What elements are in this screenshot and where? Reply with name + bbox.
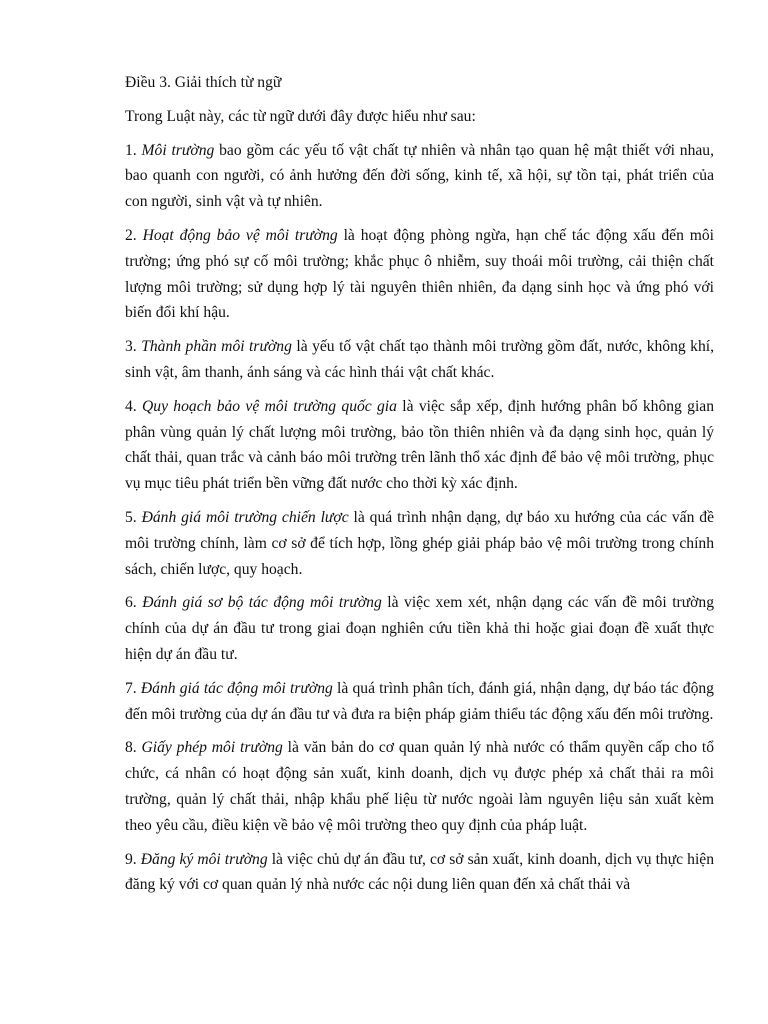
definition-text: là việc chủ dự án đầu tư, cơ sở sản xuất, kinh doanh, dịch vụ thực hiện đăng ký với cơ quan quản lý nhà nước các nội dung liên quan đến xả chất thải và: [125, 850, 714, 894]
definition-text: là yếu tố vật chất tạo thành môi trường gồm đất, nước, không khí, sinh vật, âm thanh, ánh sáng và các hình thái vật chất khác.: [125, 338, 714, 381]
definition-number: 3.: [125, 338, 137, 356]
definition-term: Đánh giá môi trường chiến lược: [141, 508, 349, 526]
definition-9: [125, 847, 714, 899]
definition-7: [125, 676, 714, 728]
definition-term: Quy hoạch bảo vệ môi trường quốc gia: [142, 397, 397, 415]
article-intro: Trong Luật này, các từ ngữ dưới đây được hiểu như sau:: [125, 107, 476, 125]
definition-term: Đánh giá sơ bộ tác động môi trường: [142, 594, 382, 612]
definition-1: [125, 138, 714, 215]
definition-text: là văn bản do cơ quan quản lý nhà nước có thẩm quyền cấp cho tổ chức, cá nhân có hoạt động sản xuất, kinh doanh, dịch vụ được phép xả chất thải ra môi trường, quản lý chất thải, nhập khẩu phế liệu từ nước ngoài làm nguyên liệu sản xuất kèm theo yêu cầu, điều kiện về bảo vệ môi trường theo quy định của pháp luật.: [125, 739, 714, 834]
definition-5: [125, 505, 714, 582]
definition-term: Hoạt động bảo vệ môi trường: [142, 226, 338, 244]
definition-number: 4.: [125, 397, 137, 415]
definition-number: 8.: [125, 739, 137, 757]
definition-8: [125, 735, 714, 838]
definition-4: [125, 394, 714, 497]
definition-term: Đăng ký môi trường: [140, 850, 268, 868]
definition-2: [125, 223, 714, 326]
definition-text: bao gồm các yếu tố vật chất tự nhiên và nhân tạo quan hệ mật thiết với nhau, bao quanh con người, có ảnh hưởng đến đời sống, kinh tế, xã hội, sự tồn tại, phát triển của con người, sinh vật và tự nhiên.: [125, 141, 714, 211]
definition-term: Môi trường: [141, 141, 215, 159]
definition-term: Đánh giá tác động môi trường: [140, 679, 333, 697]
definition-text: là quá trình nhận dạng, dự báo xu hướng của các vấn đề môi trường chính, làm cơ sở để tích hợp, lồng ghép giải pháp bảo vệ môi trường trong chính sách, chiến lược, quy hoạch.: [125, 508, 714, 578]
article-heading: Điều 3. Giải thích từ ngữ: [125, 74, 282, 91]
definition-text: là việc sắp xếp, định hướng phân bố không gian phân vùng quản lý chất lượng môi trường, bảo tồn thiên nhiên và đa dạng sinh học, quản lý chất thải, quan trắc và cảnh báo môi trường trên lãnh thổ xác định để bảo vệ môi trường, phục vụ mục tiêu phát triển bền vững đất nước cho thời kỳ xác định.: [125, 397, 715, 493]
definition-number: 2.: [125, 226, 137, 244]
document-page: [125, 70, 714, 906]
definition-number: 5.: [125, 508, 137, 526]
definition-number: 1.: [125, 141, 137, 159]
definition-3: [125, 334, 714, 386]
definition-term: Giấy phép môi trường: [141, 739, 283, 757]
definition-term: Thành phần môi trường: [141, 338, 292, 356]
definition-text: là việc xem xét, nhận dạng các vấn đề môi trường chính của dự án đầu tư trong giai đoạn nghiên cứu tiền khả thi hoặc giai đoạn đề xuất thực hiện dự án đầu tư.: [125, 594, 715, 663]
definition-text: là quá trình phân tích, đánh giá, nhận dạng, dự báo tác động đến môi trường của dự án đầu tư và đưa ra biện pháp giảm thiểu tác động xấu đến môi trường.: [125, 679, 714, 723]
definition-number: 7.: [125, 679, 137, 697]
definition-number: 9.: [125, 850, 137, 868]
definition-text: là hoạt động phòng ngừa, hạn chế tác động xấu đến môi trường; ứng phó sự cố môi trường; khắc phục ô nhiễm, suy thoái môi trường, cải thiện chất lượng môi trường; sử dụng hợp lý tài nguyên thiên nhiên, đa dạng sinh học và ứng phó với biến đổi khí hậu.: [125, 226, 715, 322]
definition-number: 6.: [125, 594, 137, 612]
definition-6: [125, 590, 714, 667]
